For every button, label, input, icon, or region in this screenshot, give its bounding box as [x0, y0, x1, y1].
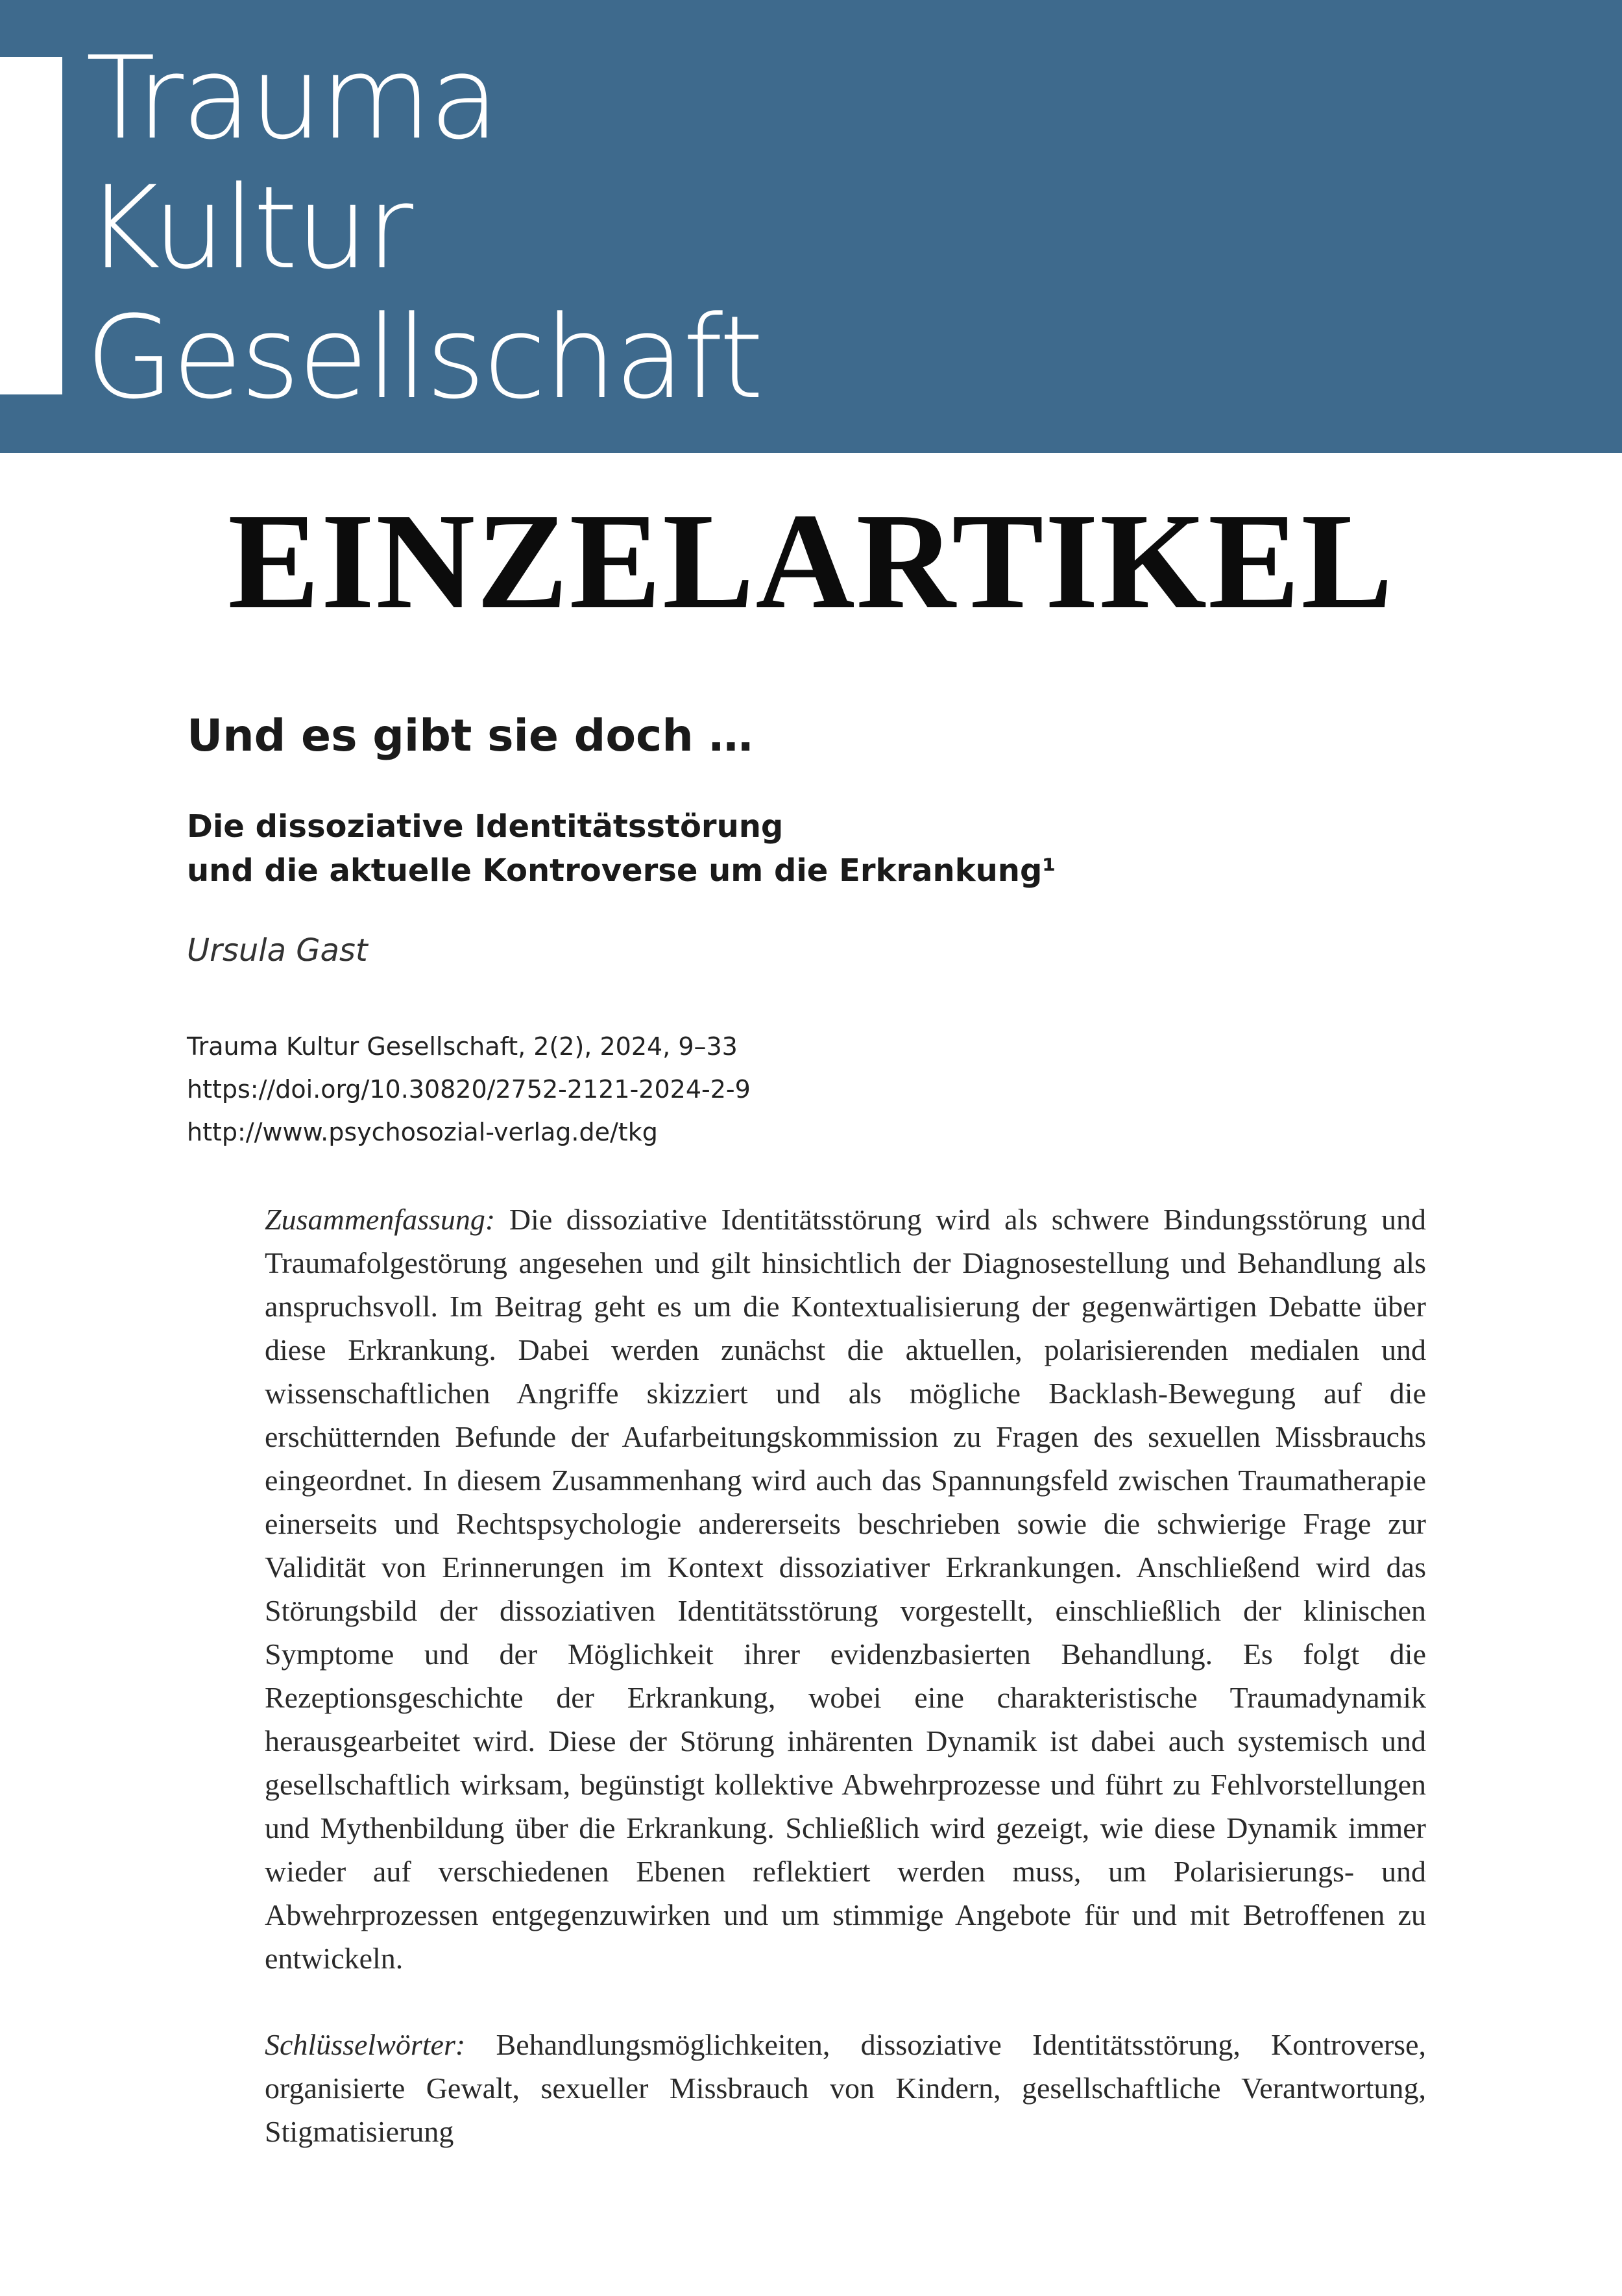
abstract-text: Die dissoziative Identitätsstörung wird als schwere Bindungsstörung und Traumafolgestörung angesehen und gilt hinsichtlich der Diagnosestellung und Behandlung als anspruchsvoll. Im Beitrag geht es um die Kontextualisierung der gegenwärtigen Debatte über diese Erkrankung. Dabei werden zunächst die aktuellen, polarisierenden medialen und wissenschaftlichen Angriffe skizziert und als mögliche Backlash-Bewegung auf die erschütternden Befunde der Aufarbeitungskommission zu Fragen des sexuellen Missbrauchs eingeordnet. In diesem Zusammenhang wird auch das Spannungsfeld zwischen Traumatherapie einerseits und Rechtspsychologie andererseits beschrieben sowie die schwierige Frage zur Validität von Erinnerungen im Kontext dissoziativer Erkrankungen. Anschließend wird das Störungsbild der dissoziativen Identitätsstörung vorgestellt, einschließlich der klinischen Symptome und der Möglichkeit ihrer evidenzbasierten Behandlung. Es folgt die Rezeptionsgeschichte der Erkrankung, wobei eine charakteristische Traumadynamik herausgearbeitet wird. Diese der Störung inhärenten Dynamik ist dabei auch systemisch und gesellschaftlich wirksam, begünstigt kollektive Abwehrprozesse und führt zu Fehlvorstellungen und Mythenbildung über die Erkrankung. Schließlich wird gezeigt, wie diese Dynamik immer wieder auf verschiedenen Ebenen reflektiert werden muss, um Polarisierungs- und Abwehrprozessen entgegenzuwirken und um stimmige Angebote für und mit Betroffenen zu entwickeln. [265, 1203, 1426, 1975]
journal-title-line-2: Kultur [86, 162, 412, 295]
article-title: Und es gibt sie doch … [187, 710, 753, 762]
citation-doi-link[interactable]: https://doi.org/10.30820/2752-2121-2024-2-9 [187, 1075, 751, 1104]
keywords [265, 2023, 1426, 2153]
journal-title-line-3: Gesellschaft [86, 291, 762, 424]
header-accent-bar [0, 57, 62, 394]
abstract-label: Zusammenfassung: [265, 1203, 509, 1236]
citation-block [187, 1025, 751, 1154]
einzelartikel-banner: EINZELARTIKEL [228, 485, 1394, 637]
keywords-text: Behandlungsmöglichkeiten, dissoziative Identitätsstörung, Kontroverse, organisierte Gewalt, sexueller Missbrauch von Kindern, gesellschaftliche Verantwortung, Stigmatisierung [265, 2028, 1427, 2148]
article-author: Ursula Gast [187, 932, 368, 969]
subtitle-line-2: und die aktuelle Kontroverse um die Erkrankung¹ [187, 852, 1056, 889]
citation-publisher-link[interactable]: http://www.psychosozial-verlag.de/tkg [187, 1118, 658, 1146]
article-subtitle [187, 804, 1056, 893]
journal-title-line-1: Trauma [86, 32, 498, 165]
citation-reference: Trauma Kultur Gesellschaft, 2(2), 2024, 9–33 [187, 1032, 738, 1061]
abstract [265, 1198, 1426, 1980]
subtitle-line-1: Die dissoziative Identitätsstörung [187, 808, 784, 845]
keywords-label: Schlüsselwörter: [265, 2028, 496, 2061]
journal-title [86, 34, 762, 423]
